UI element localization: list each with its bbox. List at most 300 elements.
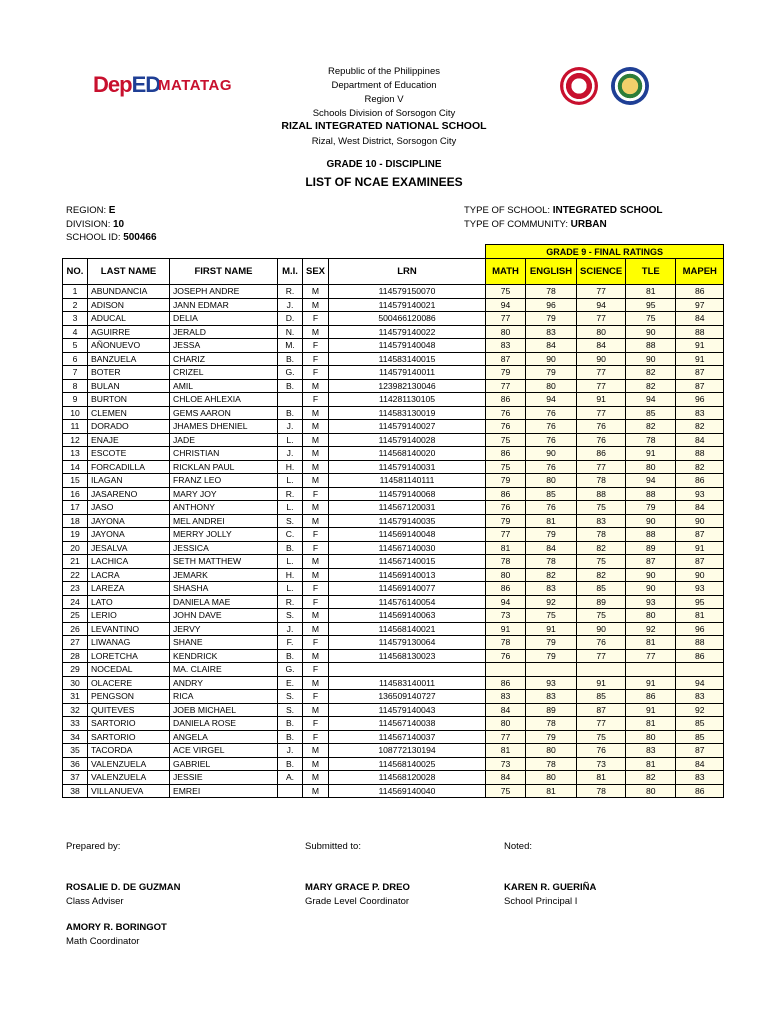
table-cell: L.: [278, 501, 303, 515]
table-cell: 79: [486, 474, 526, 488]
table-cell: F: [303, 366, 329, 380]
table-cell: L.: [278, 555, 303, 569]
table-cell: JOSEPH ANDRE: [170, 285, 278, 299]
table-cell: 78: [577, 784, 626, 798]
table-cell: M: [303, 784, 329, 798]
principal-name: KAREN R. GUERIÑA: [504, 882, 597, 893]
table-cell: 80: [526, 474, 577, 488]
table-cell: 86: [486, 447, 526, 461]
table-cell: DELIA: [170, 312, 278, 326]
table-cell: LEVANTINO: [88, 622, 170, 636]
table-cell: 82: [577, 541, 626, 555]
table-cell: CRIZEL: [170, 366, 278, 380]
table-cell: 114579140031: [329, 460, 486, 474]
table-cell: 81: [626, 717, 676, 731]
table-cell: 75: [486, 433, 526, 447]
table-cell: M: [303, 514, 329, 528]
table-cell: 81: [486, 541, 526, 555]
table-row: [63, 366, 724, 380]
table-cell: 96: [526, 298, 577, 312]
table-cell: 31: [63, 690, 88, 704]
table-cell: M: [303, 757, 329, 771]
table-cell: 24: [63, 595, 88, 609]
table-cell: 80: [577, 325, 626, 339]
table-cell: 81: [676, 609, 724, 623]
table-cell: 22: [63, 568, 88, 582]
table-cell: 85: [676, 717, 724, 731]
table-row: [63, 568, 724, 582]
table-cell: 83: [676, 771, 724, 785]
table-cell: 114579140068: [329, 487, 486, 501]
table-cell: 90: [577, 352, 626, 366]
table-cell: MERRY JOLLY: [170, 528, 278, 542]
table-cell: 83: [526, 325, 577, 339]
table-cell: B.: [278, 649, 303, 663]
table-cell: J.: [278, 622, 303, 636]
table-cell: B.: [278, 352, 303, 366]
table-cell: 77: [577, 406, 626, 420]
table-cell: 88: [676, 325, 724, 339]
table-cell: M: [303, 609, 329, 623]
table-cell: 5: [63, 339, 88, 353]
table-cell: 79: [526, 528, 577, 542]
matatag-logo-text: MATATAG: [158, 77, 233, 94]
table-cell: M: [303, 744, 329, 758]
table-row: [63, 676, 724, 690]
table-cell: 28: [63, 649, 88, 663]
table-cell: 6: [63, 352, 88, 366]
table-cell: 78: [526, 717, 577, 731]
table-cell: 89: [526, 703, 577, 717]
table-cell: JEMARK: [170, 568, 278, 582]
table-cell: 13: [63, 447, 88, 461]
table-cell: J.: [278, 298, 303, 312]
header-spacer: [63, 245, 486, 259]
table-cell: BOTER: [88, 366, 170, 380]
grade-section: GRADE 10 - DISCIPLINE: [326, 159, 442, 170]
table-cell: A.: [278, 771, 303, 785]
table-cell: 86: [577, 447, 626, 461]
table-cell: JAYONA: [88, 514, 170, 528]
table-cell: L.: [278, 582, 303, 596]
table-cell: JOEB MICHAEL: [170, 703, 278, 717]
table-cell: 114567140037: [329, 730, 486, 744]
table-cell: 10: [63, 406, 88, 420]
table-cell: 82: [526, 568, 577, 582]
table-cell: G.: [278, 663, 303, 677]
division-value: 10: [112, 218, 125, 230]
table-cell: 90: [676, 514, 724, 528]
table-cell: LORETCHA: [88, 649, 170, 663]
table-cell: B.: [278, 717, 303, 731]
table-cell: 81: [486, 744, 526, 758]
table-row: [63, 460, 724, 474]
table-row: [63, 595, 724, 609]
table-cell: 86: [676, 474, 724, 488]
table-cell: 87: [626, 555, 676, 569]
table-cell: SETH MATTHEW: [170, 555, 278, 569]
table-cell: R.: [278, 487, 303, 501]
table-cell: MEL ANDREI: [170, 514, 278, 528]
table-cell: VALENZUELA: [88, 757, 170, 771]
table-cell: VALENZUELA: [88, 771, 170, 785]
final-ratings-header: GRADE 9 - FINAL RATINGS: [486, 245, 724, 259]
table-cell: ABUNDANCIA: [88, 285, 170, 299]
table-row: [63, 744, 724, 758]
school-id-value: 500466: [123, 232, 157, 243]
table-cell: F: [303, 312, 329, 326]
table-cell: 93: [626, 595, 676, 609]
table-cell: 36: [63, 757, 88, 771]
table-cell: M: [303, 447, 329, 461]
table-cell: 19: [63, 528, 88, 542]
table-cell: 1: [63, 285, 88, 299]
table-cell: KENDRICK: [170, 649, 278, 663]
table-cell: F: [303, 636, 329, 650]
table-cell: 8: [63, 379, 88, 393]
table-cell: MARY JOY: [170, 487, 278, 501]
table-row: [63, 771, 724, 785]
table-cell: CHRISTIAN: [170, 447, 278, 461]
table-row: [63, 420, 724, 434]
table-cell: 81: [626, 285, 676, 299]
table-cell: 84: [676, 757, 724, 771]
info-left: [66, 204, 157, 245]
table-cell: 123982130046: [329, 379, 486, 393]
table-row: [63, 393, 724, 407]
table-cell: 17: [63, 501, 88, 515]
school-id-label: SCHOOL ID:: [66, 232, 121, 243]
table-cell: JAYONA: [88, 528, 170, 542]
type-community-label: TYPE OF COMMUNITY:: [464, 218, 568, 230]
table-cell: 114567140038: [329, 717, 486, 731]
table-cell: 80: [526, 771, 577, 785]
table-cell: SHASHA: [170, 582, 278, 596]
table-cell: BANZUELA: [88, 352, 170, 366]
table-cell: [676, 663, 724, 677]
table-row: [63, 501, 724, 515]
table-cell: 114569140048: [329, 528, 486, 542]
column-header: TLE: [626, 259, 676, 285]
table-cell: 80: [526, 744, 577, 758]
table-cell: [577, 663, 626, 677]
table-cell: 83: [526, 690, 577, 704]
table-cell: ADUCAL: [88, 312, 170, 326]
table-cell: 80: [626, 460, 676, 474]
table-cell: 91: [526, 622, 577, 636]
table-row: [63, 474, 724, 488]
table-cell: TACORDA: [88, 744, 170, 758]
table-cell: JESSIE: [170, 771, 278, 785]
table-cell: 81: [577, 771, 626, 785]
table-cell: F: [303, 730, 329, 744]
table-cell: 77: [626, 649, 676, 663]
table-cell: 91: [626, 676, 676, 690]
table-cell: F: [303, 352, 329, 366]
table-cell: 80: [486, 325, 526, 339]
table-cell: 78: [526, 285, 577, 299]
table-cell: JHAMES DHENIEL: [170, 420, 278, 434]
table-cell: LATO: [88, 595, 170, 609]
table-cell: BURTON: [88, 393, 170, 407]
table-cell: 87: [676, 555, 724, 569]
table-cell: 16: [63, 487, 88, 501]
table-cell: 84: [486, 703, 526, 717]
table-cell: 25: [63, 609, 88, 623]
table-cell: 77: [577, 379, 626, 393]
table-cell: 9: [63, 393, 88, 407]
table-cell: ANDRY: [170, 676, 278, 690]
table-cell: 86: [626, 690, 676, 704]
adviser-title: Class Adviser: [66, 896, 124, 907]
table-cell: 32: [63, 703, 88, 717]
table-cell: 75: [626, 312, 676, 326]
table-cell: 76: [486, 420, 526, 434]
table-cell: 114579140028: [329, 433, 486, 447]
table-cell: H.: [278, 568, 303, 582]
table-cell: SARTORIO: [88, 717, 170, 731]
table-cell: 92: [526, 595, 577, 609]
table-cell: 114579140021: [329, 298, 486, 312]
table-cell: 78: [486, 555, 526, 569]
table-cell: AGUIRRE: [88, 325, 170, 339]
table-row: [63, 339, 724, 353]
table-cell: 114583140011: [329, 676, 486, 690]
table-row: [63, 663, 724, 677]
table-cell: 73: [486, 609, 526, 623]
table-cell: 82: [577, 568, 626, 582]
table-cell: 85: [526, 487, 577, 501]
table-cell: QUITEVES: [88, 703, 170, 717]
table-cell: B.: [278, 757, 303, 771]
table-cell: EMREI: [170, 784, 278, 798]
table-cell: 2: [63, 298, 88, 312]
table-cell: B.: [278, 541, 303, 555]
table-cell: LERIO: [88, 609, 170, 623]
table-cell: LACHICA: [88, 555, 170, 569]
table-cell: 86: [486, 487, 526, 501]
table-cell: 75: [577, 730, 626, 744]
table-cell: 91: [577, 393, 626, 407]
table-cell: 90: [626, 568, 676, 582]
table-cell: 77: [577, 649, 626, 663]
table-cell: 77: [486, 379, 526, 393]
table-cell: JERVY: [170, 622, 278, 636]
table-cell: 96: [676, 393, 724, 407]
table-cell: 82: [626, 379, 676, 393]
table-cell: [626, 663, 676, 677]
table-cell: 86: [486, 676, 526, 690]
table-cell: 88: [577, 487, 626, 501]
table-cell: 94: [486, 298, 526, 312]
table-row: [63, 555, 724, 569]
math-coordinator-name: AMORY R. BORINGOT: [66, 922, 167, 933]
coordinator-name: MARY GRACE P. DREO: [305, 882, 410, 893]
table-cell: 23: [63, 582, 88, 596]
table-cell: FRANZ LEO: [170, 474, 278, 488]
table-cell: RICA: [170, 690, 278, 704]
table-cell: M: [303, 703, 329, 717]
table-cell: 89: [577, 595, 626, 609]
table-cell: 95: [626, 298, 676, 312]
examinees-table: [62, 244, 724, 798]
table-row: [63, 757, 724, 771]
table-cell: 87: [577, 703, 626, 717]
table-cell: M: [303, 285, 329, 299]
table-cell: L.: [278, 433, 303, 447]
table-cell: 91: [676, 352, 724, 366]
table-cell: C.: [278, 528, 303, 542]
table-cell: 94: [626, 474, 676, 488]
table-cell: 81: [626, 757, 676, 771]
table-cell: 4: [63, 325, 88, 339]
table-cell: 81: [626, 636, 676, 650]
header-region: Region V: [364, 94, 404, 105]
column-header: MATH: [486, 259, 526, 285]
table-cell: JERALD: [170, 325, 278, 339]
table-cell: OLACERE: [88, 676, 170, 690]
table-cell: 30: [63, 676, 88, 690]
table-cell: 91: [577, 676, 626, 690]
table-cell: 79: [526, 730, 577, 744]
table-cell: ANTHONY: [170, 501, 278, 515]
math-coordinator-title: Math Coordinator: [66, 936, 140, 947]
table-cell: M: [303, 568, 329, 582]
table-cell: 87: [676, 744, 724, 758]
table-cell: ILAGAN: [88, 474, 170, 488]
table-cell: S.: [278, 703, 303, 717]
table-cell: 108772130194: [329, 744, 486, 758]
table-cell: F: [303, 393, 329, 407]
table-cell: 114576140054: [329, 595, 486, 609]
table-cell: 77: [577, 285, 626, 299]
table-cell: RICKLAN PAUL: [170, 460, 278, 474]
table-cell: 88: [626, 487, 676, 501]
table-cell: PENGSON: [88, 690, 170, 704]
table-cell: 91: [676, 339, 724, 353]
table-cell: M: [303, 379, 329, 393]
table-cell: 87: [486, 352, 526, 366]
table-cell: 73: [486, 757, 526, 771]
table-cell: 79: [526, 312, 577, 326]
table-cell: 82: [626, 366, 676, 380]
table-cell: 84: [526, 541, 577, 555]
table-cell: 76: [577, 433, 626, 447]
table-cell: J.: [278, 744, 303, 758]
table-row: [63, 690, 724, 704]
table-cell: 114579140022: [329, 325, 486, 339]
table-cell: 75: [486, 285, 526, 299]
table-cell: 83: [676, 406, 724, 420]
table-cell: M: [303, 501, 329, 515]
table-cell: 73: [577, 757, 626, 771]
table-cell: 114567120031: [329, 501, 486, 515]
table-cell: JOHN DAVE: [170, 609, 278, 623]
table-cell: 114579140048: [329, 339, 486, 353]
table-cell: 20: [63, 541, 88, 555]
table-cell: [278, 784, 303, 798]
header-division: Schools Division of Sorsogon City: [312, 108, 456, 119]
table-cell: [526, 663, 577, 677]
table-cell: 82: [626, 771, 676, 785]
table-cell: 97: [676, 298, 724, 312]
table-cell: 114567140015: [329, 555, 486, 569]
table-cell: 94: [577, 298, 626, 312]
table-cell: H.: [278, 460, 303, 474]
principal-title: School Principal I: [504, 896, 578, 907]
coordinator-title: Grade Level Coordinator: [305, 896, 410, 907]
prepared-label: Prepared by:: [66, 841, 121, 852]
table-row: [63, 379, 724, 393]
table-cell: 90: [626, 352, 676, 366]
table-cell: M: [303, 325, 329, 339]
table-cell: 34: [63, 730, 88, 744]
table-cell: F: [303, 582, 329, 596]
table-cell: 76: [526, 433, 577, 447]
table-cell: F: [303, 717, 329, 731]
table-cell: 89: [626, 541, 676, 555]
table-cell: 85: [577, 582, 626, 596]
table-cell: M: [303, 460, 329, 474]
table-cell: 88: [676, 636, 724, 650]
table-cell: 83: [486, 690, 526, 704]
table-cell: 94: [626, 393, 676, 407]
table-cell: 88: [626, 339, 676, 353]
table-cell: 78: [486, 636, 526, 650]
table-cell: 80: [626, 730, 676, 744]
table-cell: 114579140035: [329, 514, 486, 528]
table-cell: 77: [486, 312, 526, 326]
column-header: M.I.: [278, 259, 303, 285]
division-label: DIVISION:: [66, 218, 111, 230]
school-address: Rizal, West District, Sorsogon City: [311, 136, 457, 147]
table-cell: 93: [676, 582, 724, 596]
table-cell: 78: [626, 433, 676, 447]
table-cell: 93: [526, 676, 577, 690]
table-cell: 114568130023: [329, 649, 486, 663]
table-cell: MA. CLAIRE: [170, 663, 278, 677]
table-cell: M: [303, 420, 329, 434]
table-cell: 114583140015: [329, 352, 486, 366]
table-cell: 3: [63, 312, 88, 326]
table-cell: 80: [526, 379, 577, 393]
table-cell: 82: [676, 420, 724, 434]
table-cell: 77: [577, 460, 626, 474]
table-row: [63, 406, 724, 420]
column-header: LRN: [329, 259, 486, 285]
table-row: [63, 582, 724, 596]
table-cell: J.: [278, 420, 303, 434]
table-row: [63, 352, 724, 366]
table-cell: 26: [63, 622, 88, 636]
column-header-row: [63, 259, 724, 285]
table-cell: 85: [676, 730, 724, 744]
table-row: [63, 285, 724, 299]
table-row: [63, 433, 724, 447]
table-cell: FORCADILLA: [88, 460, 170, 474]
table-row: [63, 541, 724, 555]
table-cell: G.: [278, 366, 303, 380]
deped-logo-text-b: ED: [131, 72, 161, 97]
table-cell: 93: [676, 487, 724, 501]
table-cell: NOCEDAL: [88, 663, 170, 677]
table-cell: 75: [577, 609, 626, 623]
table-cell: 77: [486, 730, 526, 744]
table-cell: 83: [526, 582, 577, 596]
table-cell: CHARIZ: [170, 352, 278, 366]
table-cell: 114569140077: [329, 582, 486, 596]
region-value: E: [108, 205, 116, 216]
